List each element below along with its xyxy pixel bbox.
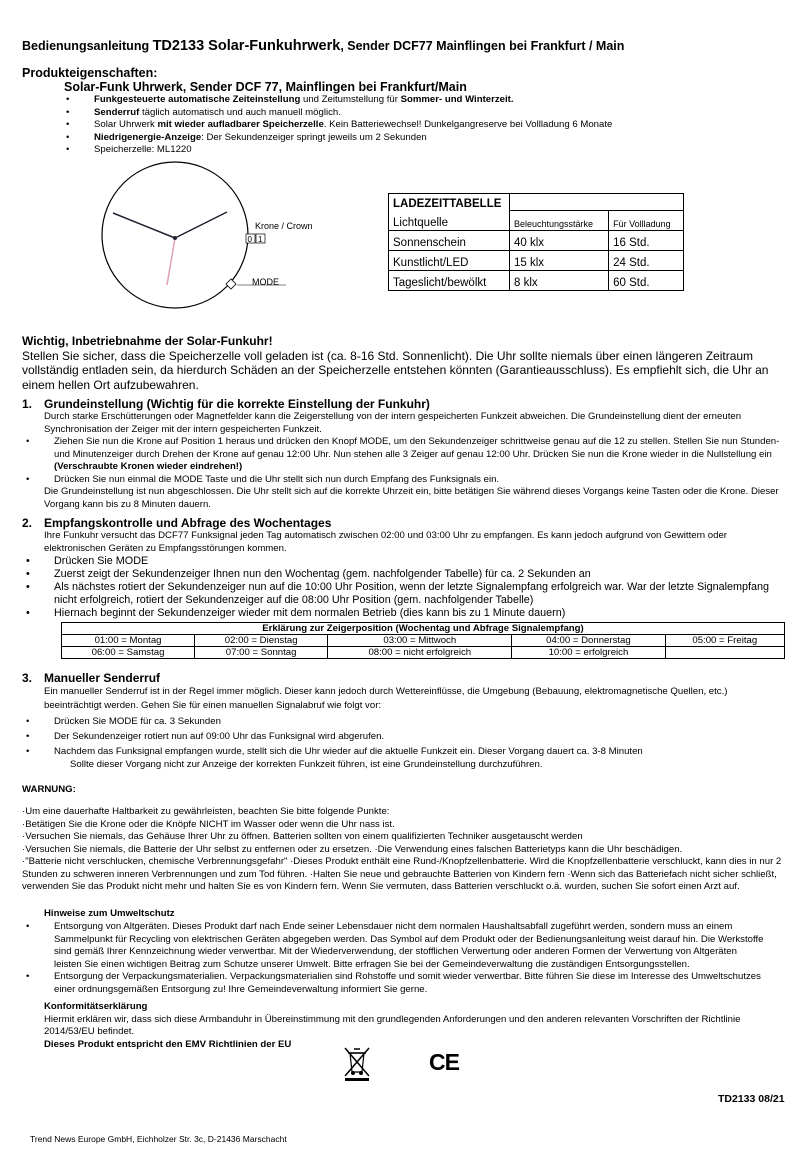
section2-number: 2.	[22, 516, 33, 530]
important-heading: Wichtig, Inbetriebnahme der Solar-Funkuhr!	[22, 334, 273, 348]
col-header-lux: Beleuchtungsstärke	[510, 211, 609, 231]
weee-bin-icon	[342, 1045, 372, 1081]
feature-item: • Speicherzelle: ML1220	[66, 144, 612, 157]
list-item: • Als nächstes rotiert der Sekundenzeiger nun auf die 10:00 Uhr Position, wenn der letzte Signalempfang erfolgreich war. War der letzte Signalempfang nicht erfolgreich, rotiert der Sekundenzeiger auf die 08:00 Uhr Position (gem. nachfolgender Tabelle)	[26, 581, 784, 607]
list-item: • Der Sekundenzeiger rotiert nun auf 09:00 Uhr das Funksignal wird abgerufen.	[26, 729, 784, 744]
minute-hand	[113, 213, 175, 238]
table-row: Sonnenschein 40 klx 16 Std.	[389, 231, 684, 251]
list-item: • Drücken Sie nun einmal die MODE Taste und die Uhr stellt sich nun durch Empfang des Funksignals ein.	[26, 474, 784, 487]
conformity-section	[44, 1001, 784, 1051]
section1-body: Durch starke Erschütterungen oder Magnetfelder kann die Zeigerstellung von der intern gespeicherten Funkzeit abweichen. Die Grundeinstellung dient der erneuten Synchronisation der Zeiger mit der intern gespeicherten Funkzeit. • Ziehen Sie nun die Krone auf Position 1 heraus und drücken den Knopf MODE, um den Sekundenzeiger schrittweise genau auf die 12 zu stellen. Stellen Sie nun Stunden- und Minutenzeiger durch Drehen der Krone auf genau 12:00 Uhr. Nun stehen alle 3 Zeiger auf genau 12:00 Uhr. Drücken Sie nun die Krone wieder in die Nullstellung ein (Verschraubte Kronen wieder eindrehen!) • Drücken Sie nun einmal die MODE Taste und die Uhr stellt sich nun durch Empfang des Funksignals ein. Die Grundeinstellung ist nun abgeschlossen. Die Uhr stellt sich auf die korrekte Uhrzeit ein, bitte betätigen Sie während dieses Vorgangs keine Tasten oder die Krone. Dieser Vorgang kann bis zu 8 Minuten dauern.	[44, 411, 784, 511]
list-item: • Entsorgung von Altgeräten. Dieses Produkt darf nach Ende seiner Lebensdauer nicht dem normalen Haushaltsabfall zugeführt werden, sondern muss an einem Sammelpunkt für Recycling von elektrischen Geräten abgegeben werden. Das Symbol auf dem Produkt oder der Bedienungsanleitung weist darauf hin. Die Werkstoffe sind gemäß Ihrer Kennzeichnung wieder verwertbar. Mit der Wiederverwendung, der stofflichen Verwertung oder anderen Formen der Verwertung von Altgeräten leisten Sie einen wichtigen Beitrag zum Schutze unserer Umwelt. Bitte erfragen Sie bei der Gemeindeverwaltung die zuständigen Entsorgungsstellen.	[26, 921, 766, 971]
document-id: TD2133 08/21	[718, 1093, 785, 1105]
charge-time-table	[388, 193, 684, 291]
feature-list	[66, 94, 612, 157]
crown-position-1: 1	[258, 235, 263, 244]
document-title: Bedienungsanleitung TD2133 Solar-Funkuhrwerk, Sender DCF77 Mainflingen bei Frankfurt / Main	[22, 38, 625, 54]
list-item: • Zuerst zeigt der Sekundenzeiger Ihnen nun den Wochentag (gem. nachfolgender Tabelle) für ca. 2 Sekunden an	[26, 568, 784, 581]
weekday-table	[61, 622, 785, 659]
weekday-table-caption: Erklärung zur Zeigerposition (Wochentag und Abfrage Signalempfang)	[62, 623, 785, 635]
feature-item: • Niedrigenergie-Anzeige: Der Sekundenzeiger springt jeweils um 2 Sekunden	[66, 132, 612, 145]
list-item: • Ziehen Sie nun die Krone auf Position 1 heraus und drücken den Knopf MODE, um den Sekundenzeiger schrittweise genau auf die 12 zu stellen. Stellen Sie nun Stunden- und Minutenzeiger durch Drehen der Krone auf genau 12:00 Uhr. Nun stehen alle 3 Zeiger auf genau 12:00 Uhr. Drücken Sie nun die Krone wieder in die Nullstellung ein (Verschraubte Kronen wieder eindrehen!)	[26, 436, 784, 474]
product-subheading: Solar-Funk Uhrwerk, Sender DCF 77, Mainflingen bei Frankfurt/Main	[64, 80, 467, 94]
charge-table-title: LADEZEITTABELLE	[389, 194, 510, 211]
important-section	[22, 334, 792, 392]
important-text: Stellen Sie sicher, dass die Speicherzelle voll geladen ist (ca. 8-16 Std. Sonnenlicht). Die Uhr sollte niemals über einen längeren Zeitraum vollständig entladen sein, da hierdurch Schäden an der Speicherzelle entstehen könnten (Garantieausschluss). Es empfiehlt sich, die Uhr an einem hellen Ort aufzubewahren.	[22, 348, 769, 392]
table-row: Tageslicht/bewölkt 8 klx 60 Std.	[389, 271, 684, 291]
feature-item: • Senderruf täglich automatisch und auch manuell möglich.	[66, 107, 612, 120]
section3-heading: Manueller Senderruf	[44, 671, 161, 685]
col-header-source: Lichtquelle	[389, 211, 510, 231]
section2-heading: Empfangskontrolle und Abfrage des Wochentages	[44, 516, 332, 530]
feature-item: • Solar Uhrwerk mit wieder aufladbarer Speicherzelle. Kein Batteriewechsel! Dunkelgangreserve bei Vollladung 6 Monate	[66, 119, 612, 132]
section1-number: 1.	[22, 397, 33, 411]
conformity-heading: Konformitätserklärung	[44, 1001, 148, 1012]
emv-statement: Dieses Produkt entspricht den EMV Richtlinien der EU	[44, 1038, 292, 1050]
section1-heading: Grundeinstellung (Wichtig für die korrekte Einstellung der Funkuhr)	[44, 397, 430, 411]
mode-button-shape	[226, 279, 236, 289]
watch-diagram	[100, 160, 340, 320]
hour-hand	[175, 212, 227, 238]
warning-heading: WARNUNG:	[22, 784, 76, 795]
list-item: • Drücken Sie MODE	[26, 555, 784, 568]
crown-label: Krone / Crown	[255, 221, 313, 231]
list-item: • Hiernach beginnt der Sekundenzeiger wieder mit dem normalen Betrieb (dies kann bis zu 1 Minute dauern)	[26, 607, 784, 620]
table-row: 01:00 = Montag 02:00 = Dienstag 03:00 = Mittwoch 04:00 = Donnerstag 05:00 = Freitag	[62, 635, 785, 647]
section2-body: Ihre Funkuhr versucht das DCF77 Funksignal jeden Tag automatisch zwischen 02:00 und 03:00 Uhr zu empfangen. Es kann jedoch aufgrund von Gewittern oder elektronischen Geräten zu Empfangsstörungen kommen. • Drücken Sie MODE • Zuerst zeigt der Sekundenzeiger Ihnen nun den Wochentag (gem. nachfolgender Tabelle) für ca. 2 Sekunden an • Als nächstes rotiert der Sekundenzeiger nun auf die 10:00 Uhr Position, wenn der letzte Signalempfang erfolgreich war. War der letzte Signalempfang nicht erfolgreich, rotiert der Sekundenzeiger auf die 08:00 Uhr Position (gem. nachfolgender Tabelle) • Hiernach beginnt der Sekundenzeiger wieder mit dem normalen Betrieb (dies kann bis zu 1 Minute dauern)	[44, 530, 784, 620]
section3-body: Ein manueller Senderruf ist in der Regel immer möglich. Dieser kann jedoch durch Wettereinflüsse, die Umgebung (Bebauung, elektromagnetische Quellen, etc.) beeinträchtigt werden. Gehen Sie für einen manuellen Signalabruf wie folgt vor: • Drücken Sie MODE für ca. 3 Sekunden • Der Sekundenzeiger rotiert nun auf 09:00 Uhr das Funksignal wird abgerufen. • Nachdem das Funksignal empfangen wurde, stellt sich die Uhr wieder auf die aktuelle Funkzeit ein. Dieser Vorgang dauert ca. 3-8 Minuten Sollte dieser Vorgang nicht zur Anzeige der korrekten Funkzeit führen, ist eine Grundeinstellung durchzuführen.	[44, 685, 784, 772]
watch-dial-outline	[102, 162, 248, 308]
table-row: Kunstlicht/LED 15 klx 24 Std.	[389, 251, 684, 271]
hand-pivot	[173, 236, 177, 240]
mode-label: MODE	[252, 277, 279, 287]
company-address: Trend News Europe GmbH, Eichholzer Str. 3c, D-21436 Marschacht	[30, 1134, 287, 1144]
crown-position-0: 0	[247, 235, 252, 244]
environment-heading: Hinweise zum Umweltschutz	[44, 908, 175, 919]
environment-list	[26, 921, 766, 996]
second-hand	[167, 238, 175, 285]
product-heading: Produkteigenschaften:	[22, 66, 158, 80]
list-item: • Drücken Sie MODE für ca. 3 Sekunden	[26, 714, 784, 729]
feature-item: • Funkgesteuerte automatische Zeiteinstellung und Zeitumstellung für Sommer- und Winterzeit.	[66, 94, 612, 107]
col-header-time: Für Vollladung	[609, 211, 684, 231]
list-item: • Nachdem das Funksignal empfangen wurde, stellt sich die Uhr wieder auf die aktuelle Funkzeit ein. Dieser Vorgang dauert ca. 3-8 Minuten	[26, 744, 784, 759]
section3-number: 3.	[22, 671, 33, 685]
list-item: • Entsorgung der Verpackungsmaterialien. Verpackungsmaterialien sind Rohstoffe und somit wieder verwertbar. Bitte führen Sie diese im Interesse des Umweltschutzes einer ordnungsgemäßen Entsorgung zu! Ihre Gemeindeverwaltung informiert Sie gerne.	[26, 971, 766, 996]
ce-mark-icon: CE	[429, 1049, 459, 1075]
table-row: 06:00 = Samstag 07:00 = Sonntag 08:00 = nicht erfolgreich 10:00 = erfolgreich	[62, 647, 785, 659]
conformity-text: Hiermit erklären wir, dass sich diese Armbanduhr in Übereinstimmung mit den grundlegenden Anforderungen und den anderen relevanten Vorschriften der Richtlinie 2014/53/EU befindet.	[44, 1013, 741, 1037]
warning-body: ·Um eine dauerhafte Haltbarkeit zu gewährleisten, beachten Sie bitte folgende Punkte: ·Betätigen Sie die Krone oder die Knöpfe NICHT im Wasser oder wenn die Uhr nass ist. ·Versuchen Sie niemals, das Gehäuse Ihrer Uhr zu öffnen. Batterien sollten von einem qualifizierten Techniker ausgetauscht werden ·Versuchen Sie niemals, die Batterie der Uhr selbst zu entfernen oder zu ersetzen. ·Die Verwendung eines falschen Batterietyps kann die Uhr beschädigen. ·"Batterie nicht verschlucken, chemische Verbrennungsgefahr" ·Dieses Produkt enthält eine Rund-/Knopfzellenbatterie. Wird die Knopfzellenbatterie verschluckt, kann dies in nur 2 Stunden zu schweren inneren Verbrennungen und zum Tod führen. ·Halten Sie neue und gebrauchte Batterien von Kindern fern ·Wenn sich das Batteriefach nicht sicher schließt, verwenden Sie das Produkt nicht mehr und halten Sie es von Kindern fern. Wenn Sie vermuten, dass Batterien verschluckt o.ä. wurden, suchen Sie sofort einen Arzt auf.	[22, 806, 782, 892]
